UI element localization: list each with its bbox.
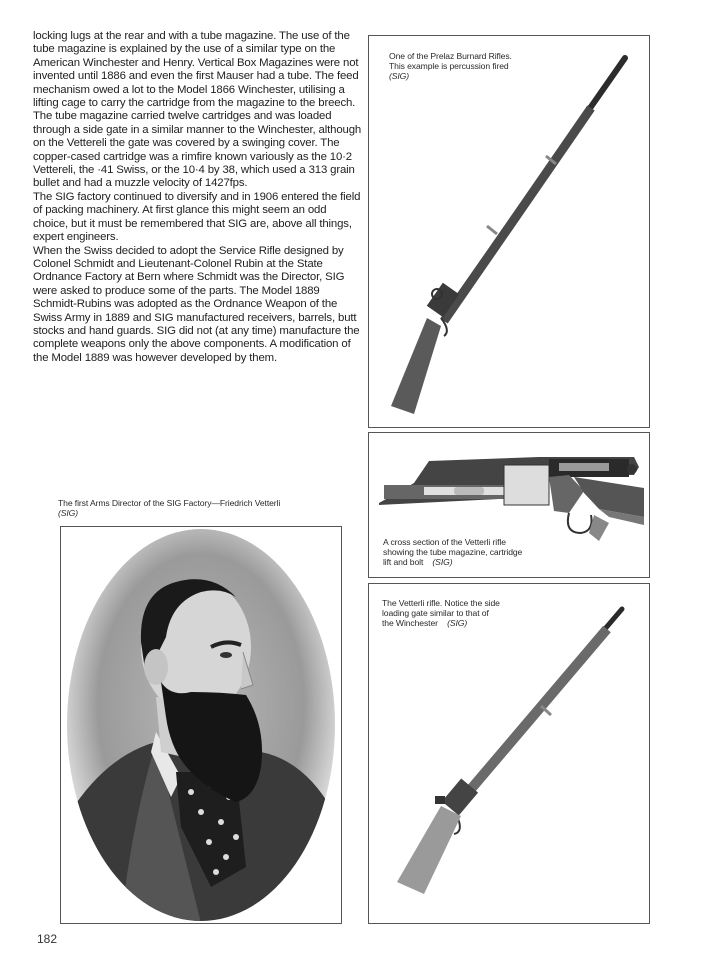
body-paragraph: locking lugs at the rear and with a tube magazine. The use of the tube magazine is explained by the use of a similar type on the American Winchester and Henry. Vertical Box Magazines were not invented until 1886 and even the first Mauser had a tube. The feed mechanism owed a lot to the Model 1866 Winchester, utilising a lifting cage to carry the cartridge from the magazine to the breech. The tube magazine carried twelve cartridges and was loaded through a side gate in a similar manner to the Winchester, although on the Vettereli the gate was covered by a swinging cover. The copper-cased cartridge was a rimfire known variously as the 10·2 Vettereli, the ·41 Swiss, or the 10·4 by 38, which used a 313 grain bullet and had a muzzle velocity of 1427fps. (33, 30, 362, 190)
vetterli-figure (368, 583, 650, 924)
cross-section-credit: (SIG) (432, 557, 453, 567)
portrait-figure (60, 526, 342, 924)
prelaz-burnard-caption: One of the Prelaz Burnard Rifles. This example is percussion fired (SIG) (389, 51, 512, 81)
prelaz-burnard-figure (368, 35, 650, 428)
portrait-caption (58, 498, 358, 518)
cross-section-figure (368, 432, 650, 578)
portrait-image (61, 527, 341, 923)
vetterli-rifle-image (369, 584, 649, 923)
portrait-credit: (SIG) (58, 508, 79, 518)
cross-section-caption: A cross section of the Vetterli rifle showing the tube magazine, cartridge lift and bolt (SIG) (383, 537, 523, 567)
prelaz-burnard-rifle-image (369, 36, 649, 427)
body-paragraph: When the Swiss decided to adopt the Service Rifle designed by Colonel Schmidt and Lieutenant-Colonel Rubin at the State Ordnance Factory at Bern where Schmidt was the Director, SIG were asked to produce some of the parts. The Model 1889 Schmidt-Rubins was adopted as the Ordnance Weapon of the Swiss Army in 1889 and SIG manufactured receivers, barrels, butt stocks and hand guards. SIG did not (at any time) manufacture the complete weapons only the above components. A modification of the Model 1889 was however developed by them. (33, 244, 360, 364)
body-text-column (33, 30, 363, 365)
vetterli-caption: The Vetterli rifle. Notice the side loading gate similar to that of the Winchester (SIG) (382, 598, 500, 628)
body-paragraph: The SIG factory continued to diversify and in 1906 entered the field of packing machinery. At first glance this might seem an odd choice, but it must be remembered that SIG are, above all things, expert engineers. (33, 190, 361, 244)
portrait-caption-text: The first Arms Director of the SIG Factory—Friedrich Vetterli (58, 498, 281, 508)
vetterli-credit: (SIG) (447, 618, 468, 628)
page-number: 182 (37, 932, 58, 946)
prelaz-burnard-credit: (SIG) (389, 71, 410, 81)
